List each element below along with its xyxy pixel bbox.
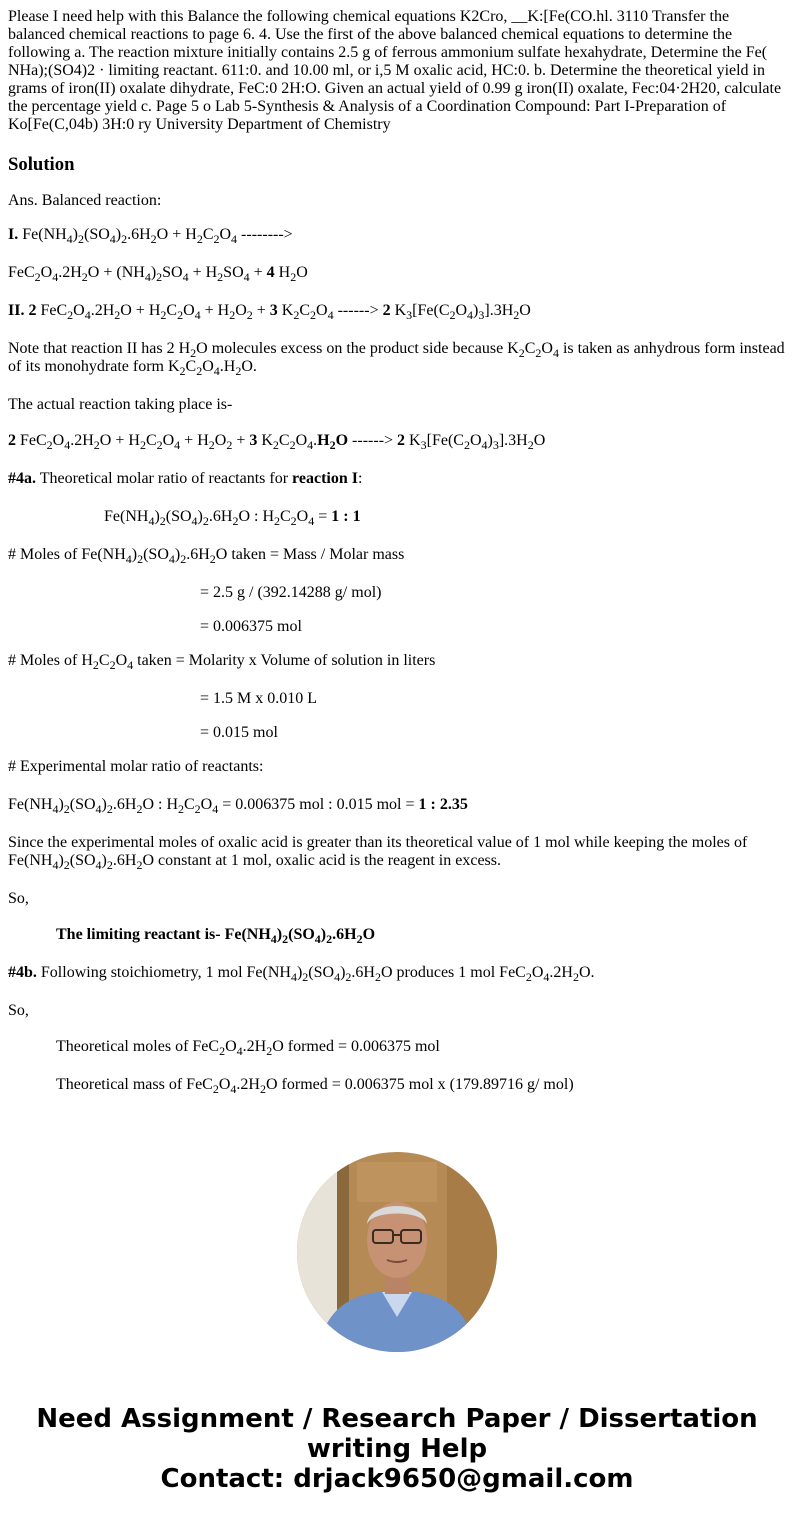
banner-line-2: writing Help bbox=[306, 1434, 488, 1464]
limiting-reactant: The limiting reactant is- $Fe(NH_4)_2(SO_4)_2.6H_2O$ bbox=[56, 926, 376, 946]
question-block bbox=[8, 8, 786, 134]
actual-reaction-intro: The actual reaction taking place is- bbox=[8, 396, 233, 413]
moles-ox-value-2: = 0.015 mol bbox=[200, 724, 278, 741]
part-b: #4b. Following stoichiometry, 1 mol $Fe(NH_4)_2(SO_4)_2.6H_2O$ produces 1 mol $FeC_2O_4.2H_2O$. bbox=[8, 964, 595, 984]
banner-contact-email[interactable]: Contact: drjack9650@gmail.com bbox=[160, 1464, 634, 1494]
reaction-2-label: II. bbox=[8, 302, 25, 319]
moles-fas-value-2: = 0.006375 mol bbox=[200, 618, 302, 635]
question-intro: Please I need help with this bbox=[8, 8, 184, 25]
actual-reaction: 2 $FeC_2O_4.2H_2O + H_2C_2O_4 + H_2O_2 + 3$ $K_2C_2O_4.H_2O$ ------> 2 $K_3[Fe(C_2O_4)_3].3H_2O$ bbox=[8, 432, 546, 452]
moles-ox-label: # Moles of $H_2C_2O_4$ taken = Molarity x Volume of solution in liters bbox=[8, 652, 436, 672]
so-2: So, bbox=[8, 1002, 29, 1019]
assignment-help-banner bbox=[0, 1404, 794, 1494]
theoretical-moles: Theoretical moles of $FeC_2O_4.2H_2O$ formed = 0.006375 mol bbox=[56, 1038, 440, 1058]
experimental-ratio: $Fe(NH_4)_2(SO_4)_2.6H_2O$ : $H_2C_2O_4 = 0.006375$ mol : 0.015 mol = 1 : 2.35 bbox=[8, 796, 468, 816]
answer-label: Ans. Balanced reaction: bbox=[8, 192, 162, 209]
theoretical-mass: Theoretical mass of $FeC_2O_4.2H_2O$ formed = 0.006375 mol x (179.89716 g/ mol) bbox=[56, 1076, 574, 1096]
experimental-ratio-label: # Experimental molar ratio of reactants: bbox=[8, 758, 264, 775]
part-a-heading: #4a. Theoretical molar ratio of reactants for reaction I: bbox=[8, 470, 363, 487]
moles-fas-value-1: = 2.5 g / (392.14288 g/ mol) bbox=[200, 584, 382, 601]
theoretical-ratio: $Fe(NH_4)_2(SO_4)_2.6H_2O$ : $H_2C_2O_4 = 1$ : 1 bbox=[104, 508, 361, 528]
moles-ox-value-1: = 1.5 M x 0.010 L bbox=[200, 690, 318, 707]
tutor-photo bbox=[297, 1152, 497, 1352]
question-body: Balance the following chemical equations K2Cro, __K:[Fe(CO.hl. 3110 Transfer the balanced chemical reactions to page 6. 4. Use the first of the above balanced chemical equations to determine the following a. The reaction mixture initially contains 2.5 g of ferrous ammonium sulfate hexahydrate, Determine the Fe( NHa);(SO4)2 · limiting reactant. 611:0. and 10.00 ml, or i,5 M oxalic acid, HC:0. b. Determine the theoretical yield in grams of iron(II) oxalate dihydrate, FeC:0 2H:O. Given an actual yield of 0.99 g iron(II) oxalate, Fec:04·2H20, calculate the percentage yield c. Page 5 o Lab 5-Synthesis & Analysis of a Coordination Compound: Part I-Preparation of Ko[Fe(C,04b) 3H:0 ry University Department of Chemistry bbox=[8, 8, 782, 133]
reaction-1-products: $FeC_2O_4.2H_2O + (NH_4)_2SO_4 + H_2SO_4 + 4$ $H_2O$ bbox=[8, 264, 308, 284]
note-paragraph: Note that reaction II has 2 $H_2O$ molecules excess on the product side because $K_2C_2O_4$ is taken as anhydrous form instead of its monohydrate form $K_2C_2O_4.H_2O$. bbox=[8, 340, 785, 378]
excess-explanation: Since the experimental moles of oxalic acid is greater than its theoretical value of 1 mol while keeping the moles of $Fe(NH_4)_2(SO_4)_2.6H_2O$ constant at 1 mol, oxalic acid is the reagent in excess. bbox=[8, 834, 748, 872]
so-1: So, bbox=[8, 890, 29, 907]
reaction-1-label: I. bbox=[8, 226, 19, 243]
banner-line-1: Need Assignment / Research Paper / Dissertation bbox=[36, 1404, 758, 1434]
reaction-2: II. 2 $FeC_2O_4.2H_2O + H_2C_2O_4 + H_2O_2 + 3$ $K_2C_2O_4$ ------> 2 $K_3[Fe(C_2O_4)_3].3H_2O$ bbox=[8, 302, 531, 322]
tutor-portrait-icon bbox=[297, 1152, 497, 1352]
solution-heading: Solution bbox=[8, 154, 75, 175]
moles-fas-label: # Moles of $Fe(NH_4)_2(SO_4)_2.6H_2O$ taken = Mass / Molar mass bbox=[8, 546, 405, 566]
reaction-1-reactants: I. $Fe(NH_4)_2(SO_4)_2.6H_2O + H_2C_2O_4$ --------> bbox=[8, 226, 293, 246]
